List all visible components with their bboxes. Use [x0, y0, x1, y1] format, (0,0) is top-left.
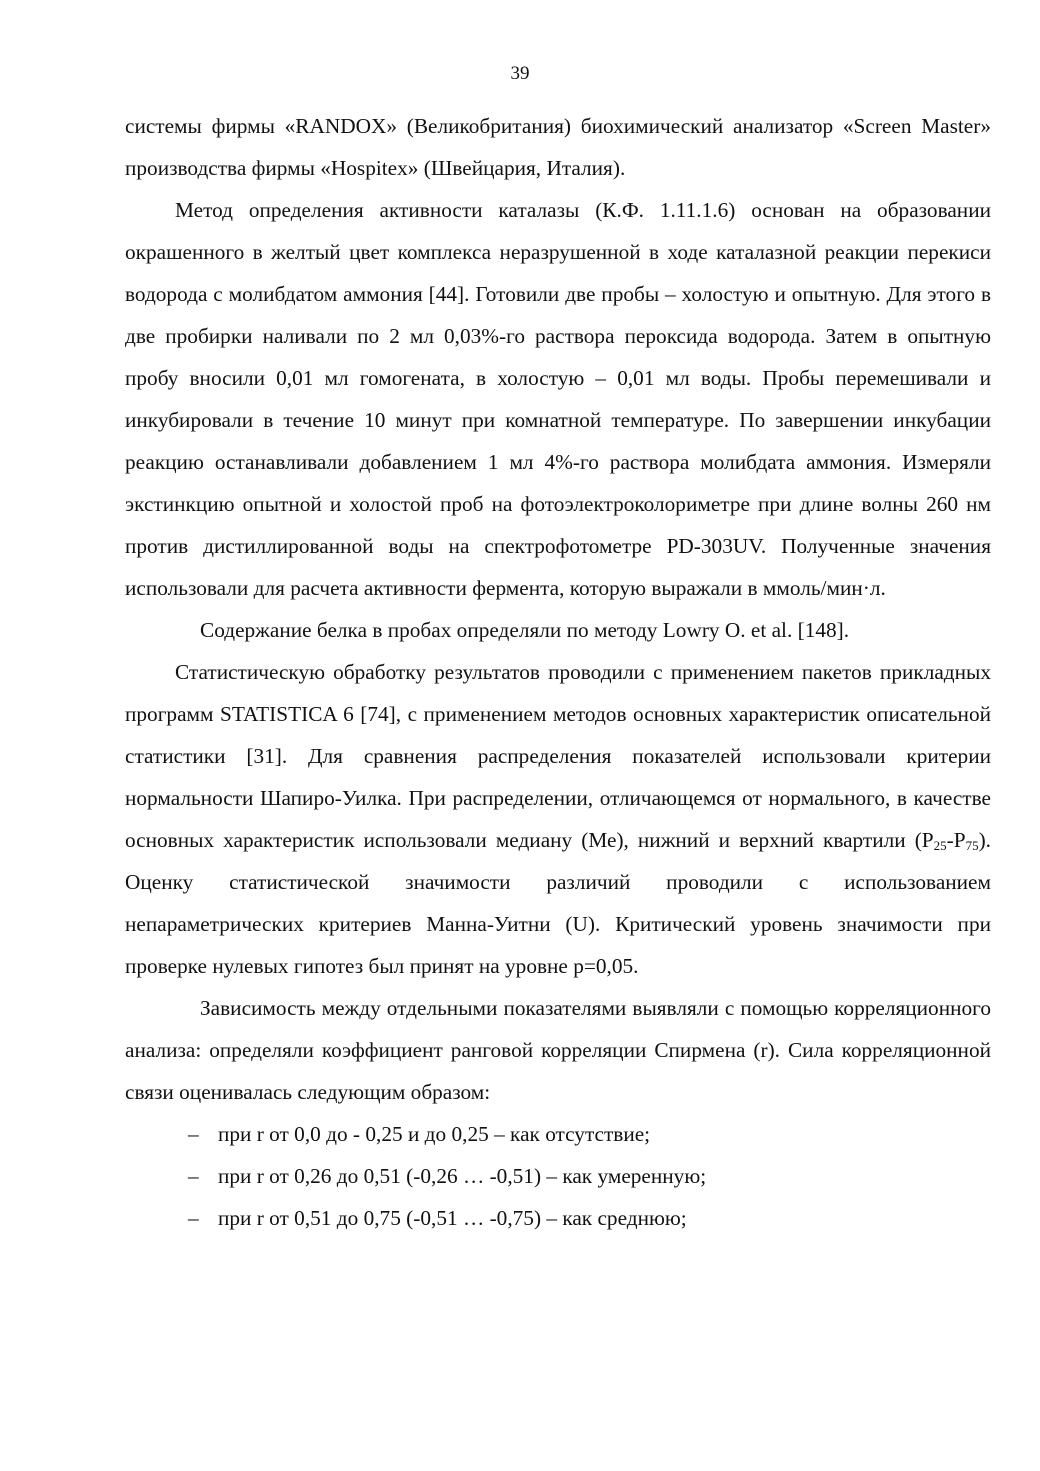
statistics-text-mid: -P — [946, 828, 966, 852]
paragraph-correlation: Зависимость между отдельными показателями выявляли с помощью корреляционного анализа: определяли коэффициент ранговой корреляции Спирмена (r). Сила корреляционной связи оценивалась следующим образом: — [125, 996, 991, 1104]
list-dash: – — [188, 1122, 199, 1146]
list-item-text: при r от 0,51 до 0,75 (-0,51 … -0,75) – как среднюю; — [218, 1206, 687, 1230]
statistics-text-end: ). Оценку статистической значимости различий проводили с использованием непараметрических критериев Манна-Уитни (U). Критический уровень значимости при проверке нулевых гипотез был принят на уровне p=0,05. — [125, 828, 991, 978]
paragraph-catalase-method: Метод определения активности каталазы (К.Ф. 1.11.1.6) основан на образовании окрашенного в желтый цвет комплекса неразрушенной в ходе каталазной реакции перекиси водорода с молибдатом аммония [44]. Готовили две пробы – холостую и опытную. Для этого в две пробирки наливали по 2 мл 0,03%-го раствора пероксида водорода. Затем в опытную пробу вносили 0,01 мл гомогената, в холостую – 0,01 мл воды. Пробы перемешивали и инкубировали в течение 10 минут при комнатной температуре. По завершении инкубации реакцию останавливали добавлением 1 мл 4%-го раствора молибдата аммония. Измеряли экстинкцию опытной и холостой проб на фотоэлектроколориметре при длине волны 260 нм против дистиллированной воды на спектрофотометре PD-303UV. Полученные значения использовали для расчета активности фермента, которую выражали в ммоль/мин·л. — [125, 198, 991, 600]
list-dash: – — [188, 1206, 199, 1230]
list-item-text: при r от 0,26 до 0,51 (-0,26 … -0,51) – как умеренную; — [218, 1164, 707, 1188]
paragraph-protein-content: Содержание белка в пробах определяли по методу Lowry O. et al. [148]. — [200, 618, 850, 642]
statistics-text-start: Статистическую обработку результатов проводили с применением пакетов прикладных программ STATISTICA 6 [74], с применением методов основных характеристик описательной статистики [31]. Для сравнения распределения показателей использовали критерии нормальности Шапиро-Уилка. При распределении, отличающемся от нормального, в качестве основных характеристик использовали медиану (Ме), нижний и верхний квартили (P — [125, 660, 991, 852]
list-item — [125, 1155, 991, 1197]
subscript-75: 75 — [965, 838, 979, 853]
subscript-25: 25 — [933, 838, 947, 853]
list-item — [125, 1113, 991, 1155]
paragraph-statistics — [125, 651, 991, 987]
list-item — [125, 1197, 991, 1239]
list-dash: – — [188, 1164, 199, 1188]
paragraph-equipment: системы фирмы «RANDOX» (Великобритания) биохимический анализатор «Screen Master» производства фирмы «Hospitex» (Швейцария, Италия). — [125, 114, 991, 180]
document-body — [125, 105, 991, 1239]
page-number: 39 — [510, 63, 530, 84]
list-item-text: при r от 0,0 до - 0,25 и до 0,25 – как отсутствие; — [218, 1122, 651, 1146]
correlation-strength-list — [125, 1113, 991, 1239]
